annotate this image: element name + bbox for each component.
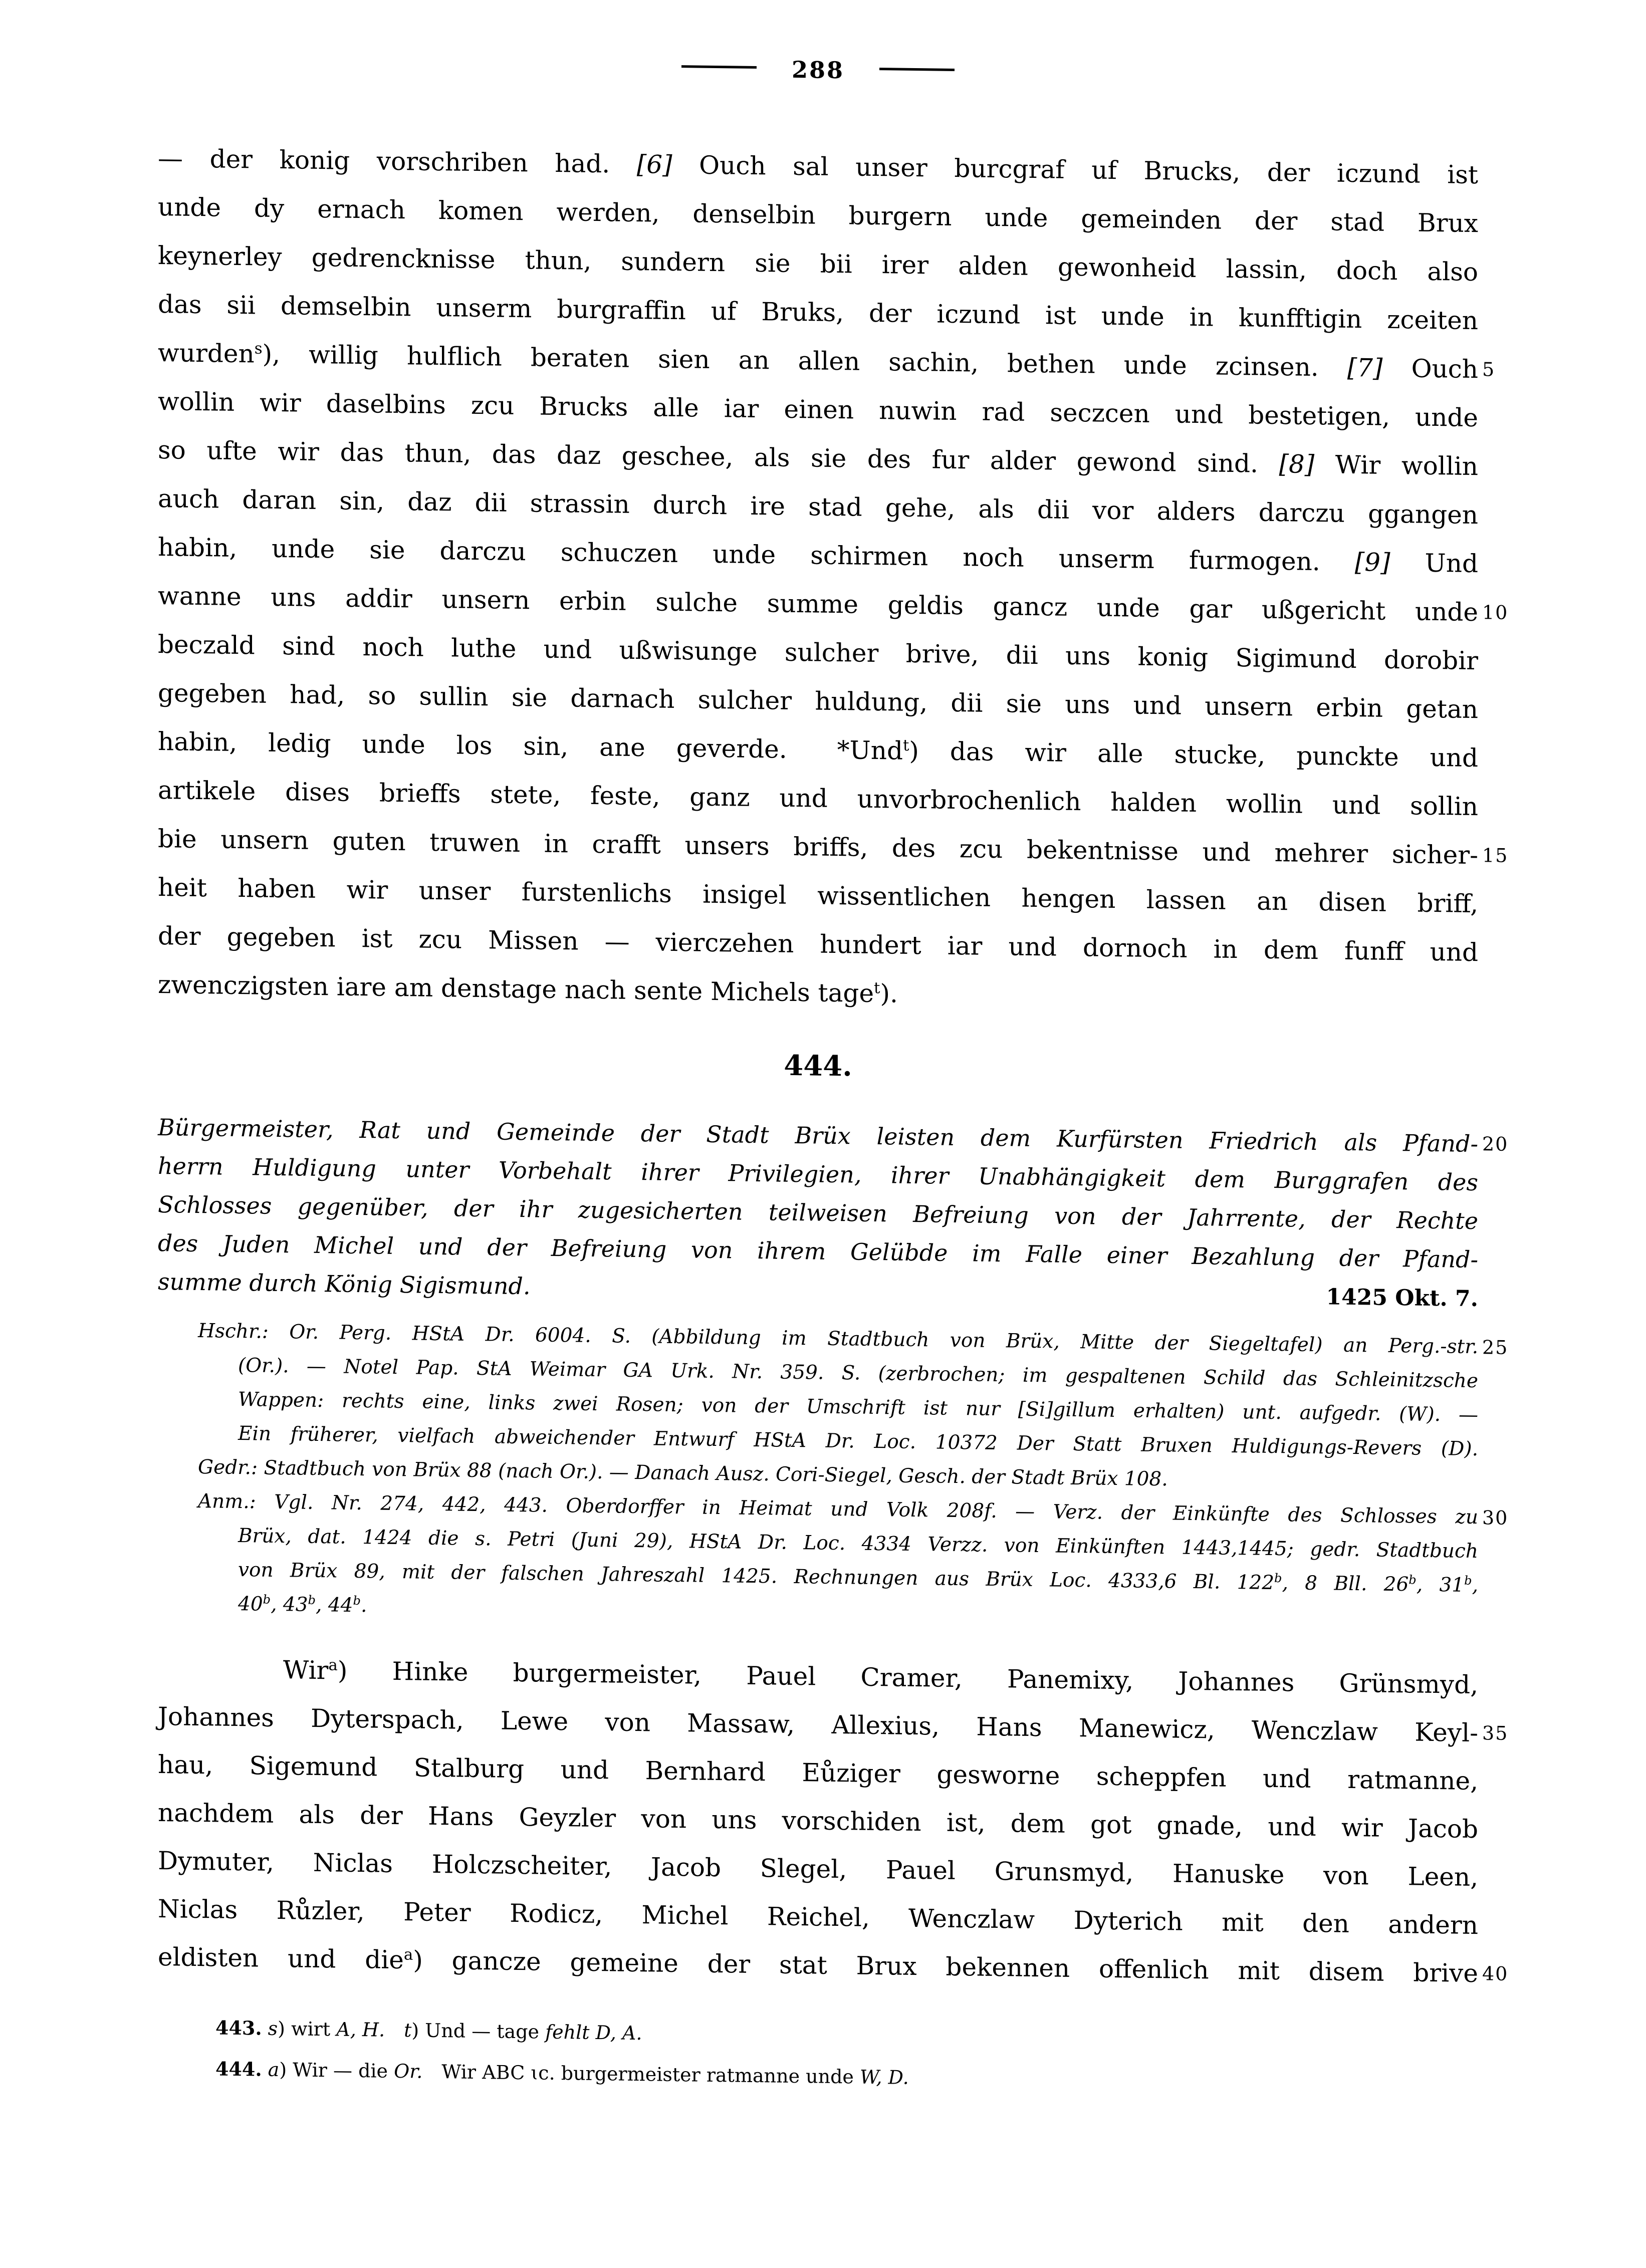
source-notes <box>158 1314 1509 1637</box>
line-text: Hschr.: Or. Perg. HStA Dr. 6004. S. (Abbildung im Stadtbuch von Brüx, Mitte der Siegeltafel) an Perg.-str. <box>198 1320 1478 1359</box>
marginal-line-number: 40 <box>1482 1962 1509 1985</box>
line-text: beczald sind noch luthe und ußwisunge sulcher brive, dii uns konig Sigimund dorobir <box>158 630 1478 676</box>
line-text: 443. s) wirt A, H. t) Und — tage fehlt D, A. <box>215 2016 642 2045</box>
line-text: Brüx, dat. 1424 die s. Petri (Juni 29), HStA Dr. Loc. 4334 Verzz. von Einkünften 1443,1445; gedr. Stadtbuch <box>238 1525 1478 1563</box>
marginal-line-number <box>1482 199 1537 200</box>
line-text: Ein früherer, vielfach abweichender Entwurf HStA Dr. Loc. 10372 Der Statt Bruxen Huldigungs-Revers (D). <box>238 1422 1478 1461</box>
entry-body-text <box>158 1644 1509 1997</box>
marginal-line-number: 25 <box>1482 1336 1509 1359</box>
line-text: Wir$^a$) Hinke burgermeister, Pauel Cramer, Panemixy, Johannes Grünsmyd, <box>283 1655 1478 1700</box>
marginal-line-number <box>1482 685 1537 686</box>
line-text: Anm.: Vgl. Nr. 274, 442, 443. Oberdorffer in Heimat und Volk 208f. — Verz. der Einkünfte des Schlosses zu <box>198 1490 1478 1529</box>
marginal-line-number: 35 <box>1482 1722 1509 1744</box>
line-text: hau, Sigemund Stalburg und Bernhard Eůziger gesworne scheppfen und ratmanne, <box>158 1750 1478 1796</box>
line-text: keynerley gedrencknisse thun, sundern sie bii irer alden gewonheid lassin, doch also <box>158 241 1478 287</box>
line-text: der gegeben ist zcu Missen — vierczehen hundert iar und dornoch in dem funff und <box>158 921 1478 967</box>
line-text: artikele dises brieffs stete, feste, ganz und unvorbrochenlich halden wollin und sollin <box>158 776 1478 822</box>
header-dash-left <box>681 65 757 69</box>
marginal-line-number: 20 <box>1482 1133 1509 1155</box>
line-text: nachdem als der Hans Geyzler von uns vorschiden ist, dem got gnade, und wir Jacob <box>158 1798 1478 1844</box>
line-text: Schlosses gegenüber, der ihr zugesicherten teilweisen Befreiung von der Jahrrente, der Rechte <box>158 1191 1478 1235</box>
line-text: wanne uns addir unsern erbin sulche summe geldis gancz unde gar ußgericht unde <box>158 581 1478 627</box>
footnotes <box>158 2006 1478 2105</box>
line-text: gegeben had, so sullin sie darnach sulcher huldung, dii sie uns und unsern erbin getan <box>158 678 1478 724</box>
line-text: Johannes Dyterspach, Lewe von Massaw, Allexius, Hans Manewicz, Wenczlaw Keyl- <box>158 1702 1478 1748</box>
line-text: das sii demselbin unserm burgraffin uf Bruks, der iczund ist unde in kunfftigin zceiten <box>158 290 1478 336</box>
marginal-line-number: 30 <box>1482 1506 1509 1529</box>
line-text: (Or.). — Notel Pap. StA Weimar GA Urk. Nr. 359. S. (zerbrochen; im gespaltenen Schild das Schleinitzsche <box>238 1354 1478 1393</box>
line-text: auch daran sin, daz dii strassin durch ire stad gehe, als dii vor alders darczu ggangen <box>158 484 1478 530</box>
line-text: Dymuter, Niclas Holczscheiter, Jacob Slegel, Pauel Grunsmyd, Hanuske von Leen, <box>158 1846 1478 1892</box>
scan-content <box>158 0 1509 2268</box>
line-text: Wappen: rechts eine, links zwei Rosen; von der Umschrift ist nur [Si]gillum erhalten) unt. aufgedr. (W). — <box>238 1388 1478 1427</box>
line-text: Gedr.: Stadtbuch von Brüx 88 (nach Or.). — Danach Ausz. Cori-Siegel, Gesch. der Stadt Brüx 108. <box>198 1456 1168 1491</box>
line-text: eldisten und die$^a$) gancze gemeine der stat Brux bekennen offenlich mit disem brive <box>158 1942 1478 1988</box>
line-text: herrn Huldigung unter Vorbehalt ihrer Privilegien, ihrer Unabhängigkeit dem Burggrafen des <box>158 1152 1478 1196</box>
marginal-line-number <box>1482 1805 1537 1806</box>
line-text: des Juden Michel und der Befreiung von ihrem Gelübde im Falle einer Bezahlung der Pfand- <box>158 1229 1478 1274</box>
line-text: von Brüx 89, mit der falschen Jahreszahl 1425. Rechnungen aus Brüx Loc. 4333,6 Bl. 122$^b$, 8 Bll. 26$^b$, 31$^b$, <box>238 1559 1479 1597</box>
line-text: Bürgermeister, Rat und Gemeinde der Stadt Brüx leisten dem Kurfürsten Friedrich als Pfand- <box>158 1114 1478 1158</box>
line-text: Niclas Růzler, Peter Rodicz, Michel Reichel, Wenczlaw Dyterich mit den andern <box>158 1894 1478 1940</box>
entry-date: 1425 Okt. 7. <box>1326 1284 1478 1312</box>
line-text: so ufte wir das thun, das daz geschee, als sie des fur alder gewond sind. [8] Wir wollin <box>158 435 1478 481</box>
line-text: heit haben wir unser furstenlichs insigel wissentlichen hengen lassen an disen briff, <box>158 873 1478 919</box>
marginal-line-number <box>1482 1466 1537 1467</box>
line-text: bie unsern guten truwen in crafft unsers briffs, des zcu bekentnisse und mehrer sicher- <box>158 824 1478 870</box>
line-text: 40$^b$, 43$^b$, 44$^b$. <box>238 1592 367 1617</box>
marginal-line-number <box>1482 1240 1537 1241</box>
line-text: habin, unde sie darczu schuczen unde schirmen noch unserm furmogen. [9] Und <box>158 533 1478 579</box>
marginal-line-number: 15 <box>1482 844 1509 867</box>
marginal-line-number: 10 <box>1482 601 1509 624</box>
marginal-line-number <box>1482 1432 1537 1433</box>
line-text: unde dy ernach komen werden, denselbin burgern unde gemeinden der stad Brux <box>158 192 1478 238</box>
line-text: wollin wir daselbins zcu Brucks alle iar einen nuwin rad seczcen und bestetigen, unde <box>158 387 1478 433</box>
header-dash-right <box>879 68 955 71</box>
marginal-line-number <box>1482 1853 1537 1854</box>
line-text: zwenczigsten iare am denstage nach sente Michels tage$^t$). <box>158 970 898 1009</box>
doc443-text-block <box>158 134 1509 1026</box>
page-number: 288 <box>791 56 845 84</box>
line-text: wurden$^s$), willig hulflich beraten sien an allen sachin, bethen unde zcinsen. [7] Ouch <box>158 338 1479 384</box>
line-text: 444. a) Wir — die Or. Wir ABC ɩc. burgermeister ratmanne unde W, D. <box>215 2057 909 2089</box>
marginal-line-number <box>1482 1398 1537 1399</box>
entry-summary <box>158 1108 1509 1318</box>
marginal-line-number <box>1482 1901 1537 1902</box>
line-text: — der konig vorschriben had. [6] Ouch sal unser burcgraf uf Brucks, der iczund ist <box>158 144 1478 190</box>
marginal-line-number <box>1482 928 1537 929</box>
page-header <box>158 46 1478 92</box>
marginal-line-number: 5 <box>1482 358 1496 381</box>
entry-number-heading: 444. <box>784 1049 852 1083</box>
line-text: summe durch König Sigismund. <box>158 1268 531 1300</box>
marginal-line-number <box>1482 442 1537 443</box>
line-text: habin, ledig unde los sin, ane geverde. *Und$^t$) das wir alle stucke, punckte und <box>158 727 1478 773</box>
